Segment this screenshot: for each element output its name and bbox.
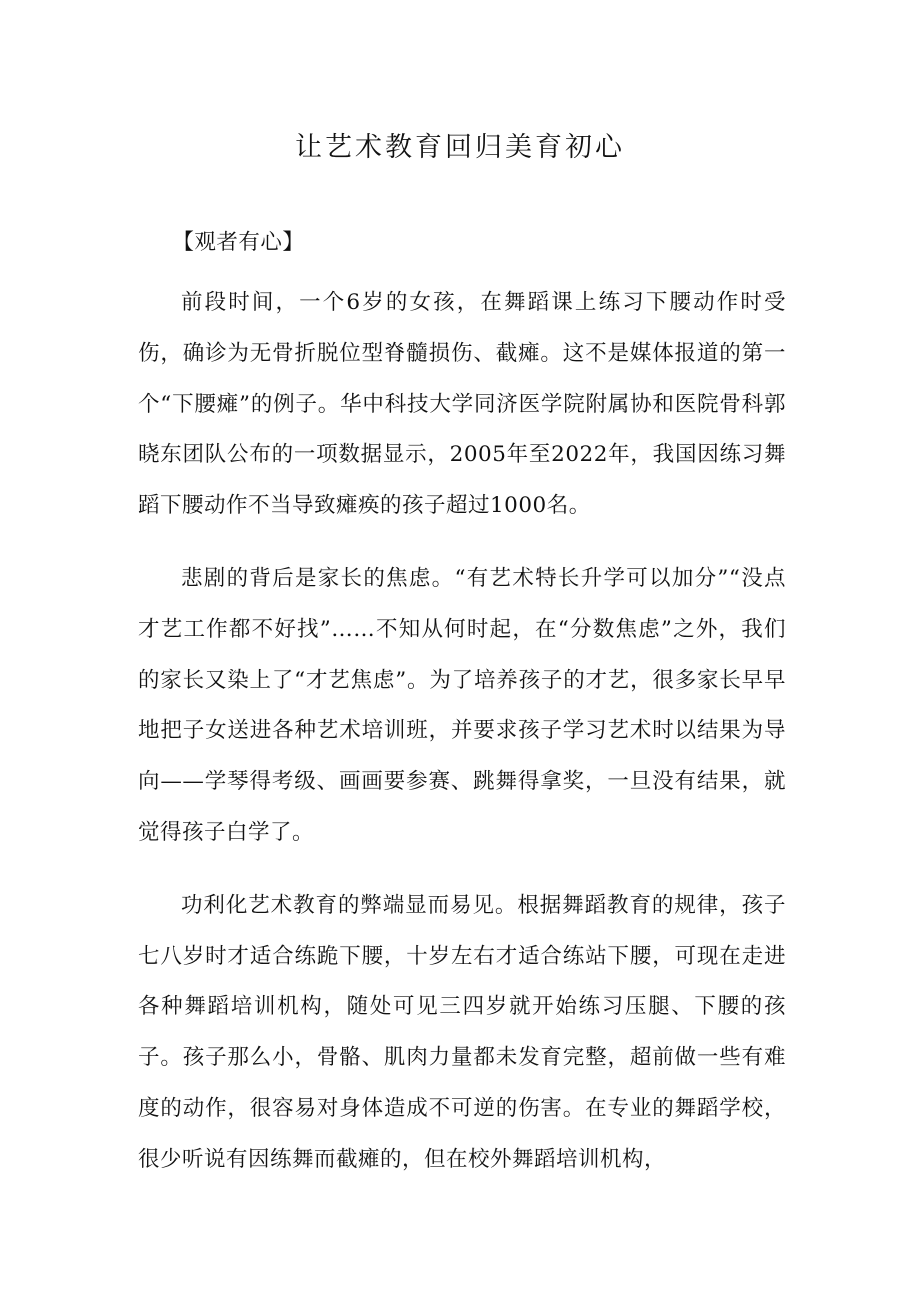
- paragraph-1: 前段时间，一个6岁的女孩，在舞蹈课上练习下腰动作时受伤，确诊为无骨折脱位型脊髓损伤、截瘫。这不是媒体报道的第一个“下腰瘫”的例子。华中科技大学同济医学院附属协和医院骨科郭晓东团队公布的一项数据显示，2005年至2022年，我国因练习舞蹈下腰动作不当导致瘫痪的孩子超过1000名。: [138, 290, 786, 519]
- paragraph-2: 悲剧的背后是家长的焦虑。“有艺术特长升学可以加分”“没点才艺工作都不好找”……不知从何时起，在“分数焦虑”之外，我们的家长又染上了“才艺焦虑”。为了培养孩子的才艺，很多家长早早地把子女送进各种艺术培训班，并要求孩子学习艺术时以结果为导向——学琴得考级、画画要参赛、跳舞得拿奖，一旦没有结果，就觉得孩子白学了。: [138, 565, 786, 845]
- paragraph-3: 功利化艺术教育的弊端显而易见。根据舞蹈教育的规律，孩子七八岁时才适合练跪下腰，十岁左右才适合练站下腰，可现在走进各种舞蹈培训机构，随处可见三四岁就开始练习压腿、下腰的孩子。孩子那么小，骨骼、肌肉力量都未发育完整，超前做一些有难度的动作，很容易对身体造成不可逆的伤害。在专业的舞蹈学校，很少听说有因练舞而截瘫的，但在校外舞蹈培训机构，: [138, 892, 786, 1172]
- section-label: 【观者有心】: [172, 230, 305, 255]
- document-title: 让艺术教育回归美育初心: [295, 132, 625, 163]
- document-body: [138, 218, 786, 1208]
